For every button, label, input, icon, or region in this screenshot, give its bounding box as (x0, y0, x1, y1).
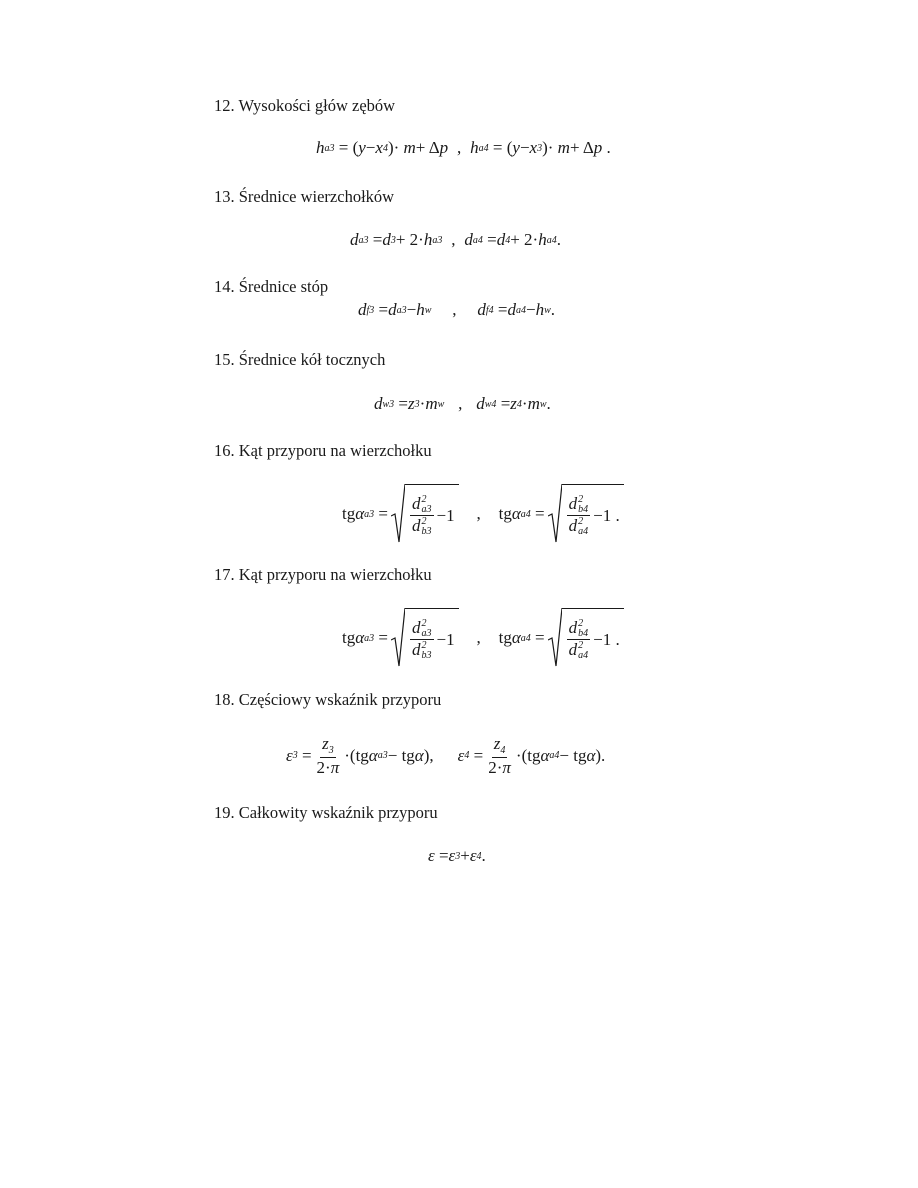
formula-17: tg α a3 = d 2 a3 d 2 b3 −1 , tg α a4 = d 2 b4 d 2 a4 −1 . (342, 608, 624, 668)
section-18-heading: 18. Częściowy wskaźnik przyporu (214, 690, 442, 709)
formula-19: ε = ε 3 + ε 4 . (428, 846, 486, 865)
section-15-heading: 15. Średnice kół tocznych (214, 350, 386, 369)
sqrt-a3: d 2 a3 d 2 b3 −1 (391, 484, 459, 544)
section-19-heading: 19. Całkowity wskaźnik przyporu (214, 803, 438, 822)
formula-18: ε 3 = $\frac{z_3}{2\cdot\pi}$ ·(tg α a3 − tg α ), ε 4 = $\frac{z_4}{2\cdot\pi}$ ·(tg α a4 − tg α ). (286, 734, 606, 777)
section-14-heading: 14. Średnice stóp (214, 277, 329, 296)
formula-14: d f3 = d a3 − h w , d f4 = d a4 − h w . (358, 300, 556, 319)
formula-15: d w3 = z 3 · m w , d w4 = z 4 · m w . (374, 394, 551, 413)
sqrt-a4: d 2 b4 d 2 a4 −1 . (548, 484, 624, 544)
section-17-heading: 17. Kąt przyporu na wierzchołku (214, 565, 432, 584)
section-16-heading: 16. Kąt przyporu na wierzchołku (214, 441, 432, 460)
section-13-heading: 13. Średnice wierzchołków (214, 187, 395, 206)
formula-12: h a3 = ( y − x 4 )· m + Δ p , h a4 = ( y − x 3 )· m + Δ p . (316, 138, 611, 157)
formula-13: d a3 = d 3 + 2· h a3 , d a4 = d 4 + 2· h a4 . (350, 230, 561, 249)
formula-16: tg α a3 = d 2 a3 d 2 b3 −1 , tg α a4 = d 2 b4 d 2 a4 −1 . (342, 484, 624, 544)
section-12-heading: 12. Wysokości głów zębów (214, 96, 396, 115)
